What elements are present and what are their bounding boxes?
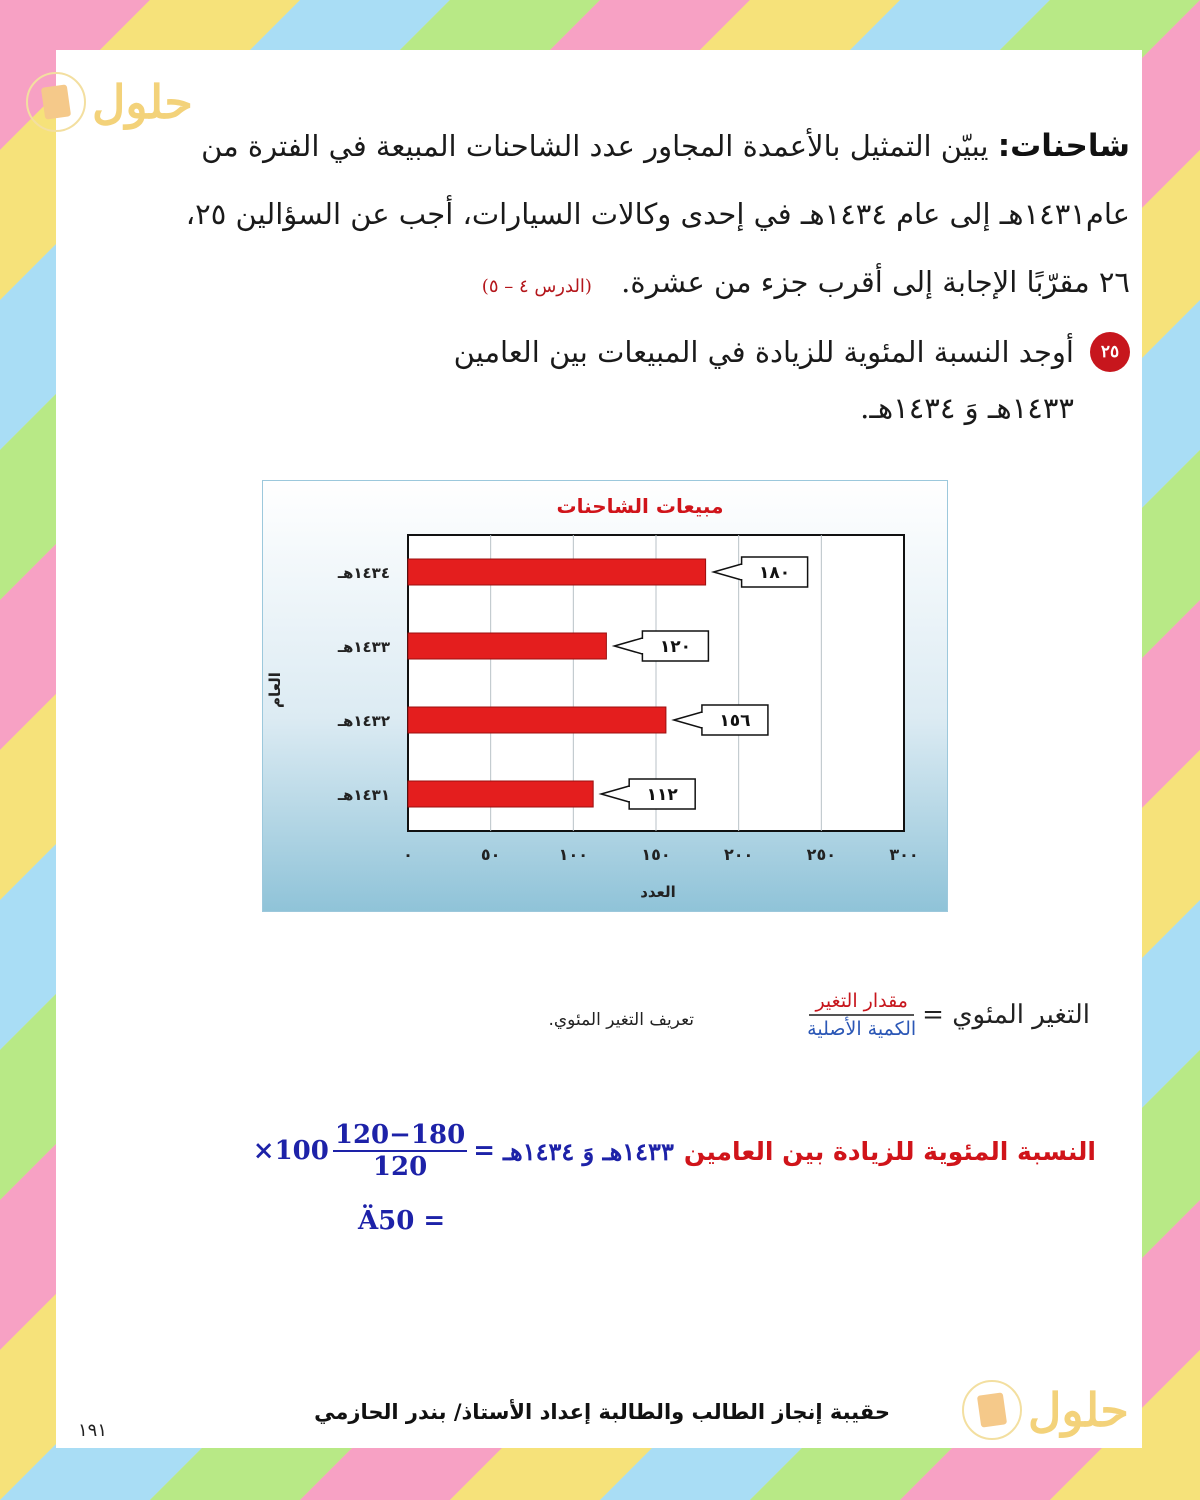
- y-tick-label: ١٤٣٢هـ: [337, 712, 390, 730]
- logo-text: حلول: [92, 75, 193, 129]
- bar: [408, 707, 666, 733]
- logo-text: حلول: [1028, 1383, 1129, 1437]
- logo-book-icon: [962, 1380, 1022, 1440]
- bar: [408, 781, 593, 807]
- page-number: ١٩١: [78, 1420, 108, 1441]
- bar-value-label: ١٨٠: [759, 563, 791, 583]
- x-tick-label: ٢٠٠: [724, 845, 754, 864]
- definition-numerator: مقدار التغير: [809, 990, 913, 1016]
- chart-title: مبيعات الشاحنات: [556, 494, 724, 518]
- question-25: [374, 324, 1120, 436]
- bar: [408, 559, 706, 585]
- intro-heading: شاحنات:: [997, 128, 1130, 164]
- x-tick-label: ١٠٠: [558, 845, 588, 864]
- question-number-badge: ٢٥: [1090, 332, 1130, 372]
- x-tick-label: ٥٠: [480, 845, 501, 864]
- solution-result: Ä50 =: [358, 1206, 446, 1236]
- solution-result-line: [358, 1206, 445, 1236]
- solution-multiplier: 100×: [252, 1136, 329, 1166]
- y-tick-label: ١٤٣٣هـ: [337, 638, 390, 656]
- solution-years: ١٤٣٣هـ وَ ١٤٣٤هـ: [503, 1136, 674, 1166]
- definition-lhs: التغير المئوي =: [922, 1000, 1090, 1030]
- bar: [408, 633, 606, 659]
- watermark-logo-bottom: [962, 1380, 1129, 1440]
- intro-body: يبيّن التمثيل بالأعمدة المجاور عدد الشاحنات المبيعة في الفترة من عام١٤٣١هـ إلى عام ١٤٣٤هـ في إحدى وكالات السيارات، أجب عن السؤالين ٢٥، ٢٦ مقرّبًا الإجابة إلى أقرب جزء من عشرة.: [185, 129, 1130, 299]
- bar-value-label: ١٥٦: [719, 711, 751, 731]
- bar-value-label: ١١٢: [646, 785, 678, 805]
- solution-fraction: [333, 1120, 467, 1182]
- solution-label: النسبة المئوية للزيادة بين العامين: [683, 1136, 1096, 1166]
- footer-credit: حقيبة إنجاز الطالب والطالبة إعداد الأستاذ/ بندر الحازمي: [314, 1400, 890, 1424]
- question-text: أوجد النسبة المئوية للزيادة في المبيعات بين العامين ١٤٣٣هـ وَ ١٤٣٤هـ.: [453, 335, 1074, 425]
- lesson-reference: (الدرس ٤ – ٥): [481, 276, 592, 297]
- x-tick-label: ٣٠٠: [889, 845, 919, 864]
- solution-line: [253, 1120, 1096, 1182]
- truck-sales-bar-chart: [262, 480, 948, 912]
- x-tick-label: ١٥٠: [641, 845, 671, 864]
- x-tick-label: ٠: [403, 845, 413, 864]
- intro-paragraph: [180, 112, 1130, 321]
- y-tick-label: ١٤٣٤هـ: [337, 564, 390, 582]
- x-axis-label: العدد: [640, 883, 676, 901]
- definition-denominator: الكمية الأصلية: [807, 1018, 917, 1040]
- definition-note: تعريف التغير المئوي.: [548, 1010, 694, 1030]
- percent-change-definition: [801, 990, 1090, 1040]
- solution-equals: =: [473, 1136, 496, 1166]
- definition-fraction: [807, 990, 916, 1040]
- solution-denominator: 120: [372, 1152, 428, 1182]
- solution-numerator: 120−180: [334, 1120, 466, 1150]
- x-tick-label: ٢٥٠: [806, 845, 836, 864]
- bar-value-label: ١٢٠: [659, 637, 691, 657]
- y-tick-label: ١٤٣١هـ: [337, 786, 390, 804]
- logo-book-icon: [26, 72, 86, 132]
- y-axis-label: العام: [266, 672, 284, 708]
- watermark-logo-top: [26, 72, 193, 132]
